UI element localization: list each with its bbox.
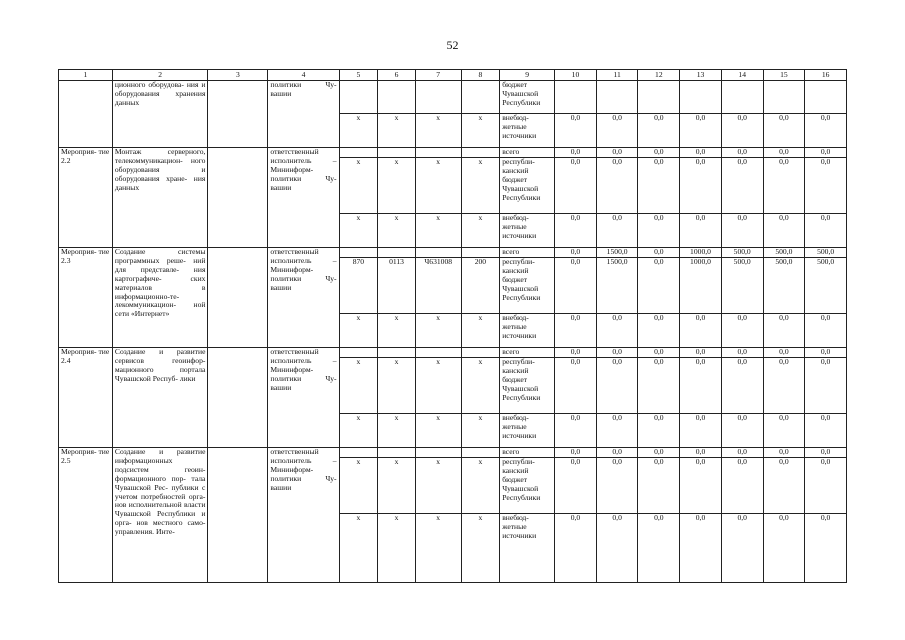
amount-cell: 0,0 (721, 358, 763, 414)
table-row (59, 148, 847, 158)
budget-code-cell: x (378, 414, 416, 448)
event-cell (59, 81, 113, 148)
funding-source-cell: внебюд- жетные источники (500, 414, 555, 448)
event-name-cell: ционного оборудова- ния и оборудования хранения данных (112, 81, 208, 148)
amount-cell: 0,0 (763, 514, 805, 583)
budget-code-cell: x (415, 158, 461, 214)
amount-cell: 0,0 (763, 448, 805, 458)
amount-cell: 0,0 (596, 148, 638, 158)
budget-code-cell (415, 81, 461, 114)
budget-code-cell: x (415, 114, 461, 148)
budget-code-cell (415, 148, 461, 158)
budget-code-cell (378, 448, 416, 458)
amount-cell: 0,0 (763, 348, 805, 358)
executor-cell: ответственный исполнитель – Мининформ- политики Чу- вашии (268, 348, 339, 448)
funding-source-cell: всего (500, 348, 555, 358)
budget-code-cell: x (339, 214, 378, 248)
amount-cell: 0,0 (555, 314, 597, 348)
target-indicator-cell (208, 148, 268, 248)
amount-cell: 0,0 (596, 458, 638, 514)
amount-cell: 0,0 (680, 458, 722, 514)
funding-source-cell: внебюд- жетные источники (500, 114, 555, 148)
amount-cell: 0,0 (638, 258, 680, 314)
amount-cell: 0,0 (555, 458, 597, 514)
budget-code-cell (378, 81, 416, 114)
budget-code-cell: x (339, 158, 378, 214)
amount-cell: 0,0 (596, 414, 638, 448)
budget-code-cell: x (339, 414, 378, 448)
budget-code-cell (339, 81, 378, 114)
amount-cell: 0,0 (596, 314, 638, 348)
amount-cell: 0,0 (805, 448, 847, 458)
amount-cell: 0,0 (721, 348, 763, 358)
amount-cell: 0,0 (638, 148, 680, 158)
budget-code-cell: x (378, 214, 416, 248)
funding-source-cell: бюджет Чувашской Республики (500, 81, 555, 114)
amount-cell: 0,0 (638, 358, 680, 414)
header-cell-14: 14 (721, 70, 763, 81)
amount-cell: 0,0 (680, 358, 722, 414)
amount-cell: 500,0 (805, 248, 847, 258)
budget-code-cell (378, 348, 416, 358)
header-cell-13: 13 (680, 70, 722, 81)
executor-cell: политики Чу- вашии (268, 81, 339, 148)
amount-cell: 0,0 (721, 458, 763, 514)
amount-cell: 0,0 (555, 514, 597, 583)
amount-cell: 0,0 (763, 214, 805, 248)
amount-cell: 0,0 (596, 358, 638, 414)
budget-code-cell: x (378, 158, 416, 214)
event-cell: Мероприя- тие 2.4 (59, 348, 113, 448)
amount-cell (596, 81, 638, 114)
header-cell-7: 7 (415, 70, 461, 81)
header-cell-5: 5 (339, 70, 378, 81)
budget-code-cell: x (461, 158, 500, 214)
amount-cell: 0,0 (680, 514, 722, 583)
amount-cell: 0,0 (638, 448, 680, 458)
amount-cell: 0,0 (680, 214, 722, 248)
amount-cell: 0,0 (596, 448, 638, 458)
amount-cell: 0,0 (680, 414, 722, 448)
amount-cell: 0,0 (680, 448, 722, 458)
amount-cell: 0,0 (805, 214, 847, 248)
amount-cell: 0,0 (721, 448, 763, 458)
amount-cell (721, 81, 763, 114)
amount-cell: 0,0 (721, 214, 763, 248)
target-indicator-cell (208, 448, 268, 583)
budget-code-cell: 200 (461, 258, 500, 314)
funding-source-cell: всего (500, 148, 555, 158)
amount-cell (555, 81, 597, 114)
funding-source-cell: внебюд- жетные источники (500, 514, 555, 583)
event-name-cell: Монтаж серверного, телекоммуникацион- ного оборудования и оборудования хране- ния данных (112, 148, 208, 248)
budget-code-cell: x (378, 458, 416, 514)
header-cell-1: 1 (59, 70, 113, 81)
funding-source-cell: внебюд- жетные источники (500, 214, 555, 248)
budget-code-cell: x (339, 114, 378, 148)
budget-code-cell (461, 248, 500, 258)
amount-cell: 0,0 (721, 314, 763, 348)
funding-source-cell: всего (500, 248, 555, 258)
amount-cell: 0,0 (680, 114, 722, 148)
amount-cell (638, 81, 680, 114)
amount-cell: 0,0 (555, 148, 597, 158)
funding-source-cell: республи- канский бюджет Чувашской Республики (500, 258, 555, 314)
budget-code-cell: x (415, 414, 461, 448)
amount-cell (680, 81, 722, 114)
budget-code-cell: x (461, 358, 500, 414)
header-cell-8: 8 (461, 70, 500, 81)
amount-cell: 1000,0 (680, 248, 722, 258)
executor-cell: ответственный исполнитель – Мининформ- политики Чу- вашии (268, 248, 339, 348)
amount-cell: 0,0 (721, 114, 763, 148)
amount-cell: 0,0 (638, 314, 680, 348)
budget-code-cell: Ч631008 (415, 258, 461, 314)
event-cell: Мероприя- тие 2.2 (59, 148, 113, 248)
amount-cell: 0,0 (763, 414, 805, 448)
budget-code-cell (461, 81, 500, 114)
amount-cell: 0,0 (805, 358, 847, 414)
budget-code-cell: 870 (339, 258, 378, 314)
amount-cell: 0,0 (805, 148, 847, 158)
budget-code-cell (461, 348, 500, 358)
budget-code-cell (415, 248, 461, 258)
header-cell-15: 15 (763, 70, 805, 81)
page-number: 52 (446, 38, 459, 52)
budget-code-cell (339, 248, 378, 258)
program-table (58, 69, 847, 583)
budget-code-cell (378, 148, 416, 158)
budget-code-cell: x (461, 458, 500, 514)
budget-code-cell: x (461, 214, 500, 248)
amount-cell: 0,0 (555, 448, 597, 458)
target-indicator-cell (208, 81, 268, 148)
executor-cell: ответственный исполнитель – Мининформ- политики Чу- вашии (268, 448, 339, 583)
amount-cell: 0,0 (805, 348, 847, 358)
amount-cell: 0,0 (555, 248, 597, 258)
amount-cell: 0,0 (596, 158, 638, 214)
amount-cell: 0,0 (721, 148, 763, 158)
budget-code-cell: x (461, 114, 500, 148)
amount-cell: 0,0 (763, 458, 805, 514)
amount-cell: 0,0 (555, 158, 597, 214)
header-cell-11: 11 (596, 70, 638, 81)
header-cell-16: 16 (805, 70, 847, 81)
amount-cell: 0,0 (805, 158, 847, 214)
budget-code-cell: 0113 (378, 258, 416, 314)
event-name-cell: Создание и развитие сервисов геоинфор- мационного портала Чувашской Респуб- лики (112, 348, 208, 448)
budget-code-cell: x (415, 458, 461, 514)
header-cell-4: 4 (268, 70, 339, 81)
budget-code-cell (339, 448, 378, 458)
amount-cell: 500,0 (763, 248, 805, 258)
event-name-cell: Создание и развитие информационных подсистем геоин- формационного пор- тала Чувашской Рес- публики с учетом потребностей орга- нов исполнительной власти Чувашской Республики и орга- нов местного само- управления. Инте- (112, 448, 208, 583)
amount-cell: 0,0 (555, 414, 597, 448)
amount-cell: 0,0 (805, 314, 847, 348)
budget-code-cell: x (378, 358, 416, 414)
header-cell-9: 9 (500, 70, 555, 81)
funding-source-cell: республи- канский бюджет Чувашской Республики (500, 358, 555, 414)
amount-cell: 0,0 (638, 214, 680, 248)
event-cell: Мероприя- тие 2.3 (59, 248, 113, 348)
header-cell-2: 2 (112, 70, 208, 81)
budget-code-cell: x (415, 514, 461, 583)
budget-code-cell: x (378, 114, 416, 148)
amount-cell: 0,0 (763, 158, 805, 214)
amount-cell: 0,0 (555, 114, 597, 148)
event-name-cell: Создание системы программных реше- ний для представле- ния картографиче- ских материалов в информационно-те- лекоммуникацион- ной сети «Интернет» (112, 248, 208, 348)
amount-cell: 500,0 (721, 248, 763, 258)
amount-cell: 0,0 (680, 158, 722, 214)
amount-cell: 500,0 (763, 258, 805, 314)
amount-cell: 0,0 (638, 114, 680, 148)
amount-cell: 0,0 (763, 148, 805, 158)
funding-source-cell: республи- канский бюджет Чувашской Республики (500, 158, 555, 214)
amount-cell: 0,0 (805, 414, 847, 448)
amount-cell: 1500,0 (596, 248, 638, 258)
amount-cell (805, 81, 847, 114)
table-row (59, 81, 847, 114)
budget-code-cell: x (339, 314, 378, 348)
header-cell-6: 6 (378, 70, 416, 81)
amount-cell: 0,0 (763, 314, 805, 348)
amount-cell: 0,0 (638, 414, 680, 448)
table-row (59, 248, 847, 258)
table-row (59, 348, 847, 358)
budget-code-cell (461, 448, 500, 458)
amount-cell: 500,0 (721, 258, 763, 314)
amount-cell: 0,0 (763, 358, 805, 414)
amount-cell: 0,0 (680, 148, 722, 158)
amount-cell: 0,0 (596, 114, 638, 148)
amount-cell: 0,0 (638, 158, 680, 214)
budget-code-cell: x (339, 458, 378, 514)
amount-cell: 0,0 (805, 514, 847, 583)
amount-cell: 500,0 (805, 258, 847, 314)
budget-code-cell: x (378, 514, 416, 583)
table-header-row (59, 70, 847, 81)
funding-source-cell: республи- канский бюджет Чувашской Республики (500, 458, 555, 514)
header-cell-10: 10 (555, 70, 597, 81)
amount-cell: 0,0 (721, 414, 763, 448)
target-indicator-cell (208, 348, 268, 448)
budget-code-cell (415, 448, 461, 458)
amount-cell: 0,0 (638, 348, 680, 358)
amount-cell: 0,0 (763, 114, 805, 148)
amount-cell: 0,0 (680, 314, 722, 348)
amount-cell: 0,0 (680, 348, 722, 358)
amount-cell (763, 81, 805, 114)
amount-cell: 1000,0 (680, 258, 722, 314)
target-indicator-cell (208, 248, 268, 348)
header-cell-3: 3 (208, 70, 268, 81)
amount-cell: 0,0 (596, 514, 638, 583)
budget-code-cell: x (339, 514, 378, 583)
table-row (59, 448, 847, 458)
header-cell-12: 12 (638, 70, 680, 81)
amount-cell: 1500,0 (596, 258, 638, 314)
budget-code-cell: x (378, 314, 416, 348)
budget-code-cell (378, 248, 416, 258)
budget-code-cell (461, 148, 500, 158)
budget-code-cell: x (461, 514, 500, 583)
funding-source-cell: внебюд- жетные источники (500, 314, 555, 348)
amount-cell: 0,0 (805, 114, 847, 148)
amount-cell: 0,0 (638, 458, 680, 514)
amount-cell: 0,0 (721, 514, 763, 583)
amount-cell: 0,0 (555, 358, 597, 414)
amount-cell: 0,0 (555, 348, 597, 358)
amount-cell: 0,0 (721, 158, 763, 214)
amount-cell: 0,0 (638, 514, 680, 583)
executor-cell: ответственный исполнитель – Мининформ- политики Чу- вашии (268, 148, 339, 248)
budget-code-cell: x (461, 314, 500, 348)
amount-cell: 0,0 (805, 458, 847, 514)
budget-code-cell: x (415, 214, 461, 248)
amount-cell: 0,0 (555, 258, 597, 314)
amount-cell: 0,0 (555, 214, 597, 248)
budget-code-cell: x (339, 358, 378, 414)
funding-source-cell: всего (500, 448, 555, 458)
budget-code-cell: x (415, 314, 461, 348)
budget-code-cell (339, 348, 378, 358)
budget-code-cell (415, 348, 461, 358)
event-cell: Мероприя- тие 2.5 (59, 448, 113, 583)
budget-code-cell (339, 148, 378, 158)
amount-cell: 0,0 (638, 248, 680, 258)
budget-code-cell: x (461, 414, 500, 448)
amount-cell: 0,0 (596, 348, 638, 358)
budget-code-cell: x (415, 358, 461, 414)
amount-cell: 0,0 (596, 214, 638, 248)
